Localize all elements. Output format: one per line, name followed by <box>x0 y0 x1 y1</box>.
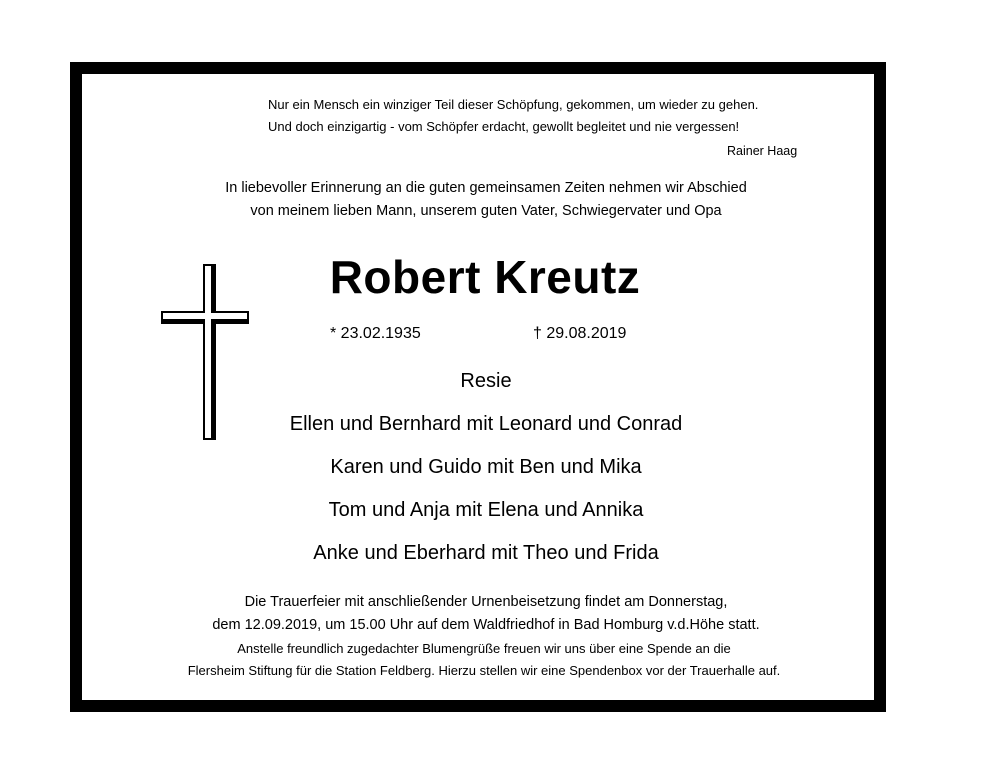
quote-line-1: Nur ein Mensch ein winziger Teil dieser Schöpfung, gekommen, um wieder zu gehen. <box>268 97 759 112</box>
family-line: Ellen und Bernhard mit Leonard und Conrad <box>289 413 683 435</box>
quote-line-2: Und doch einzigartig - vom Schöpfer erdacht, gewollt begleitet und nie vergessen! <box>268 119 740 134</box>
intro-line-2: von meinem lieben Mann, unserem guten Vater, Schwiegervater und Opa <box>250 203 722 219</box>
ceremony-line-1: Die Trauerfeier mit anschließender Urnenbeisetzung findet am Donnerstag, <box>244 594 728 610</box>
family-line: Karen und Guido mit Ben und Mika <box>330 456 642 478</box>
family-line: Tom und Anja mit Elena und Annika <box>328 499 644 521</box>
family-line: Resie <box>460 370 512 392</box>
intro-line-1: In liebevoller Erinnerung an die guten gemeinsamen Zeiten nehmen wir Abschied <box>225 180 747 196</box>
deceased-name: Robert Kreutz <box>329 251 641 303</box>
quote-author: Rainer Haag <box>727 144 798 158</box>
family-line: Anke und Eberhard mit Theo und Frida <box>313 542 659 564</box>
ceremony-line-2: dem 12.09.2019, um 15.00 Uhr auf dem Waldfriedhof in Bad Homburg v.d.Höhe statt. <box>212 617 760 633</box>
birth-date: * 23.02.1935 <box>330 325 421 342</box>
death-date: † 29.08.2019 <box>533 325 627 342</box>
donation-line-2: Flersheim Stiftung für die Station Feldberg. Hierzu stellen wir eine Spendenbox vor der Trauerhalle auf. <box>187 663 781 678</box>
cross-icon <box>158 262 250 442</box>
donation-line-1: Anstelle freundlich zugedachter Blumengrüße freuen wir uns über eine Spende an die <box>237 641 731 656</box>
